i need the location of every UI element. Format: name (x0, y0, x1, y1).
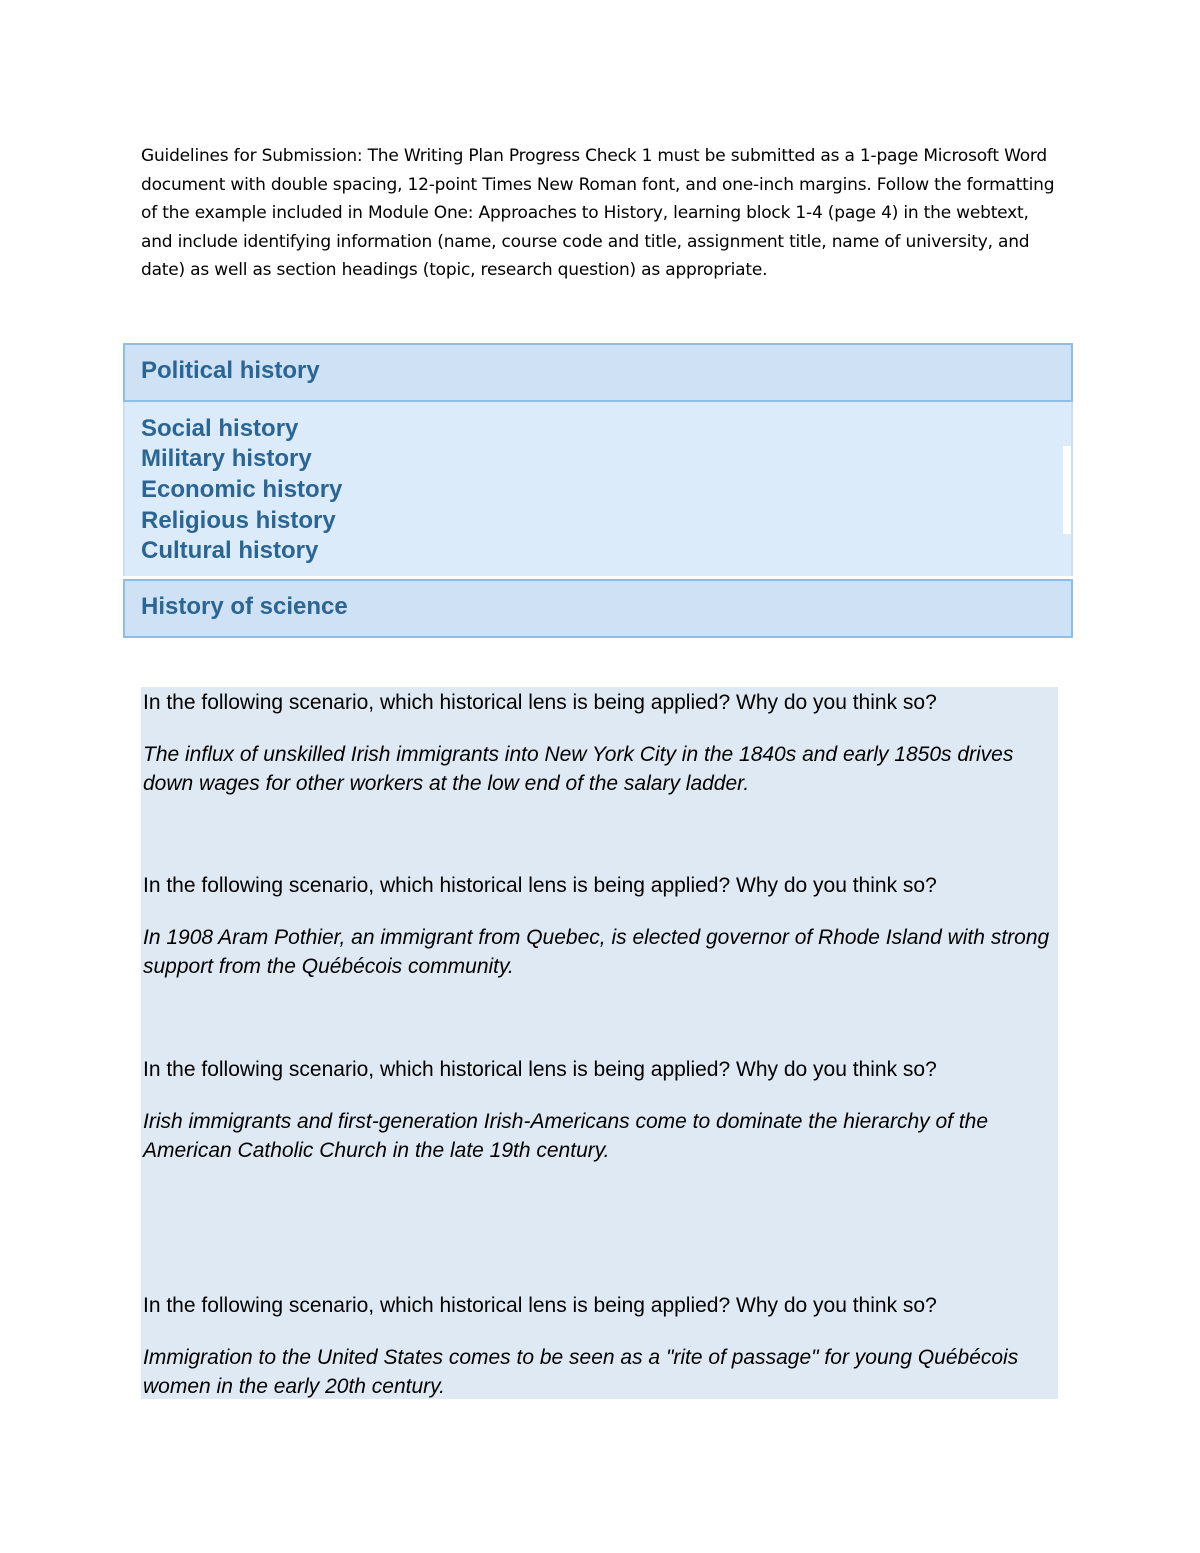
list-edge-mark (1063, 446, 1071, 534)
lens-list (123, 402, 1073, 576)
scenario-text: Irish immigrants and first-generation Irish-Americans come to dominate the hierarchy of the American Catholic Church in the late 19th century. (143, 1110, 989, 1162)
lens-header-political (123, 343, 1073, 402)
lens-item-military: Military history (141, 445, 312, 472)
scenario-question: In the following scenario, which historical lens is being applied? Why do you think so? (143, 691, 937, 714)
scenario-text: The influx of unskilled Irish immigrants into New York City in the 1840s and early 1850s drives down wages for other workers at the low end of the salary ladder. (143, 743, 1014, 795)
lens-item-cultural: Cultural history (141, 537, 319, 564)
submission-guidelines: Guidelines for Submission: The Writing Plan Progress Check 1 must be submitted as a 1-page Microsoft Word document with double spacing, 12-point Times New Roman font, and one-inch margins. Follow the formatting of the example included in Module One: Approaches to History, learning block 1-4 (page 4) in the webtext, and include identifying information (name, course code and title, assignment title, name of university, and date) as well as section headings (topic, research question) as appropriate. (141, 146, 1055, 281)
lens-item-religious: Religious history (141, 507, 336, 534)
scenario-question: In the following scenario, which historical lens is being applied? Why do you think so? (143, 1294, 937, 1317)
lens-item-economic: Economic history (141, 476, 343, 503)
scenario-question: In the following scenario, which historical lens is being applied? Why do you think so? (143, 1058, 937, 1081)
scenario-question: In the following scenario, which historical lens is being applied? Why do you think so? (143, 874, 937, 897)
lens-item-social: Social history (141, 415, 299, 442)
lens-header-label: History of science (141, 593, 348, 620)
scenario-text: In 1908 Aram Pothier, an immigrant from Quebec, is elected governor of Rhode Island with strong support from the Québécois community. (143, 926, 1050, 978)
scenario-panel (141, 687, 1058, 1399)
lens-header-science (123, 579, 1073, 638)
lens-header-label: Political history (141, 357, 320, 384)
scenario-text: Immigration to the United States comes to be seen as a "rite of passage" for young Québécois women in the early 20th century. (143, 1346, 1019, 1398)
